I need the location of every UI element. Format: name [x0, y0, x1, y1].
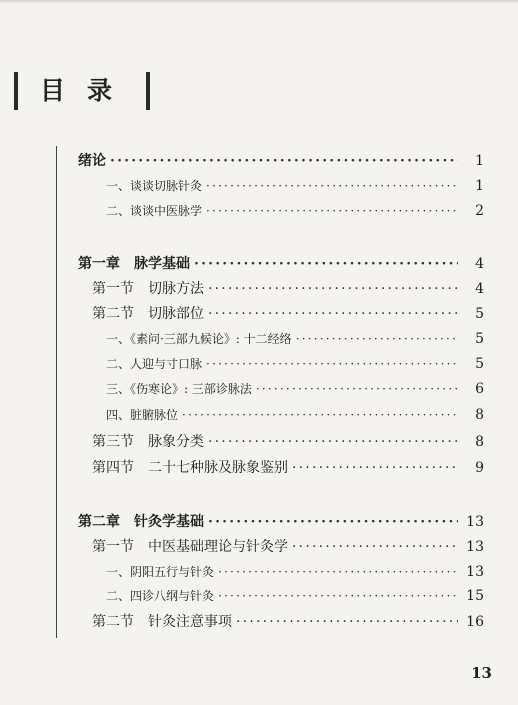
- heading-bar-left: [14, 72, 18, 110]
- toc-entry-section[interactable]: [92, 457, 484, 477]
- toc-entry-page: 1: [475, 178, 484, 194]
- toc-leader-dots: [206, 204, 458, 218]
- toc-entry-page: 5: [475, 356, 484, 372]
- toc-entry-label: 二、人迎与寸口脉: [106, 357, 203, 371]
- toc-entry-page: 8: [475, 407, 484, 423]
- toc-entry-label: 一、谈谈切脉针灸: [106, 179, 203, 193]
- toc-entry[interactable]: [106, 330, 484, 347]
- toc-entry-label: 一、阴阳五行与针灸: [106, 565, 215, 579]
- toc-entry-page: 13: [466, 539, 484, 555]
- toc-leader-dots: [292, 539, 458, 555]
- toc-entry-chapter-2[interactable]: [78, 511, 484, 531]
- toc-entry[interactable]: [106, 563, 484, 580]
- toc-entry-chapter-1[interactable]: [78, 253, 484, 273]
- toc-entry-section[interactable]: [92, 278, 484, 298]
- toc-entry-page: 8: [475, 434, 484, 450]
- toc-leader-dots: [208, 514, 458, 530]
- toc-entry-page: 1: [475, 153, 484, 169]
- toc-entry-section[interactable]: [92, 611, 484, 631]
- toc-leader-dots: [208, 434, 458, 450]
- toc-entry-page: 9: [475, 460, 484, 476]
- toc-entry-section[interactable]: [92, 303, 484, 323]
- toc-leader-dots: [292, 460, 458, 476]
- toc-leader-dots: [256, 382, 458, 396]
- toc-entry[interactable]: [106, 202, 484, 219]
- toc-entry-page: 15: [466, 588, 484, 604]
- toc-entry-label: 第三节 脉象分类: [92, 434, 204, 450]
- toc-leader-dots: [206, 357, 458, 371]
- toc-entry-label: 二、四诊八纲与针灸: [106, 589, 215, 603]
- toc-entry-section[interactable]: [92, 536, 484, 556]
- toc-entry-page: 5: [475, 306, 484, 322]
- toc-entry-page: 5: [475, 331, 484, 347]
- toc-entry[interactable]: [106, 406, 484, 423]
- page-number: 13: [471, 664, 492, 682]
- toc-entry-label: 第一章 脉学基础: [78, 256, 190, 272]
- toc-entry-label: 绪论: [78, 153, 106, 169]
- toc-entry-label: 三、《伤寒论》: 三部诊脉法: [106, 382, 252, 396]
- toc-leader-dots: [236, 614, 458, 630]
- toc-entry-page: 16: [466, 614, 484, 630]
- toc-heading: [14, 72, 150, 110]
- toc-entry-page: 4: [475, 281, 484, 297]
- toc-leader-dots: [110, 153, 458, 169]
- toc-entry-label: 一、《素问·三部九候论》: 十二经络: [106, 332, 292, 346]
- toc-entry-label: 第四节 二十七种脉及脉象鉴别: [92, 460, 288, 476]
- toc-entry-page: 6: [475, 381, 484, 397]
- toc-entry[interactable]: [106, 177, 484, 194]
- toc-entry-label: 第一节 中医基础理论与针灸学: [92, 539, 288, 555]
- toc-leader-dots: [296, 332, 458, 346]
- toc-entry[interactable]: [106, 380, 484, 397]
- page-top-edge: [0, 0, 518, 4]
- toc-entry-page: 4: [475, 256, 484, 272]
- heading-bar-right: [146, 72, 150, 110]
- toc-leader-dots: [182, 408, 458, 422]
- toc-entry-label: 四、脏腑脉位: [106, 408, 179, 422]
- toc-entry-label: 第二节 切脉部位: [92, 306, 204, 322]
- toc-entry-page: 13: [466, 564, 484, 580]
- toc-leader-dots: [218, 565, 458, 579]
- toc-leader-dots: [194, 256, 458, 272]
- toc-entry-label: 第一节 切脉方法: [92, 281, 204, 297]
- toc-entry-label: 二、谈谈中医脉学: [106, 204, 203, 218]
- toc-title: 目录: [40, 76, 135, 105]
- toc-entry-page: 2: [475, 203, 484, 219]
- toc-entry-section[interactable]: [92, 431, 484, 451]
- toc-leader-dots: [206, 179, 458, 193]
- toc-entry-label: 第二节 针灸注意事项: [92, 614, 232, 630]
- toc-entry[interactable]: [106, 587, 484, 604]
- toc-entry-label: 第二章 针灸学基础: [78, 514, 204, 530]
- toc-entry-intro[interactable]: [78, 150, 484, 170]
- toc-leader-dots: [208, 281, 458, 297]
- toc-leader-dots: [218, 589, 458, 603]
- toc-entry-page: 13: [466, 514, 484, 530]
- toc-entry[interactable]: [106, 355, 484, 372]
- toc-vertical-rule: [56, 146, 57, 638]
- toc-leader-dots: [208, 306, 458, 322]
